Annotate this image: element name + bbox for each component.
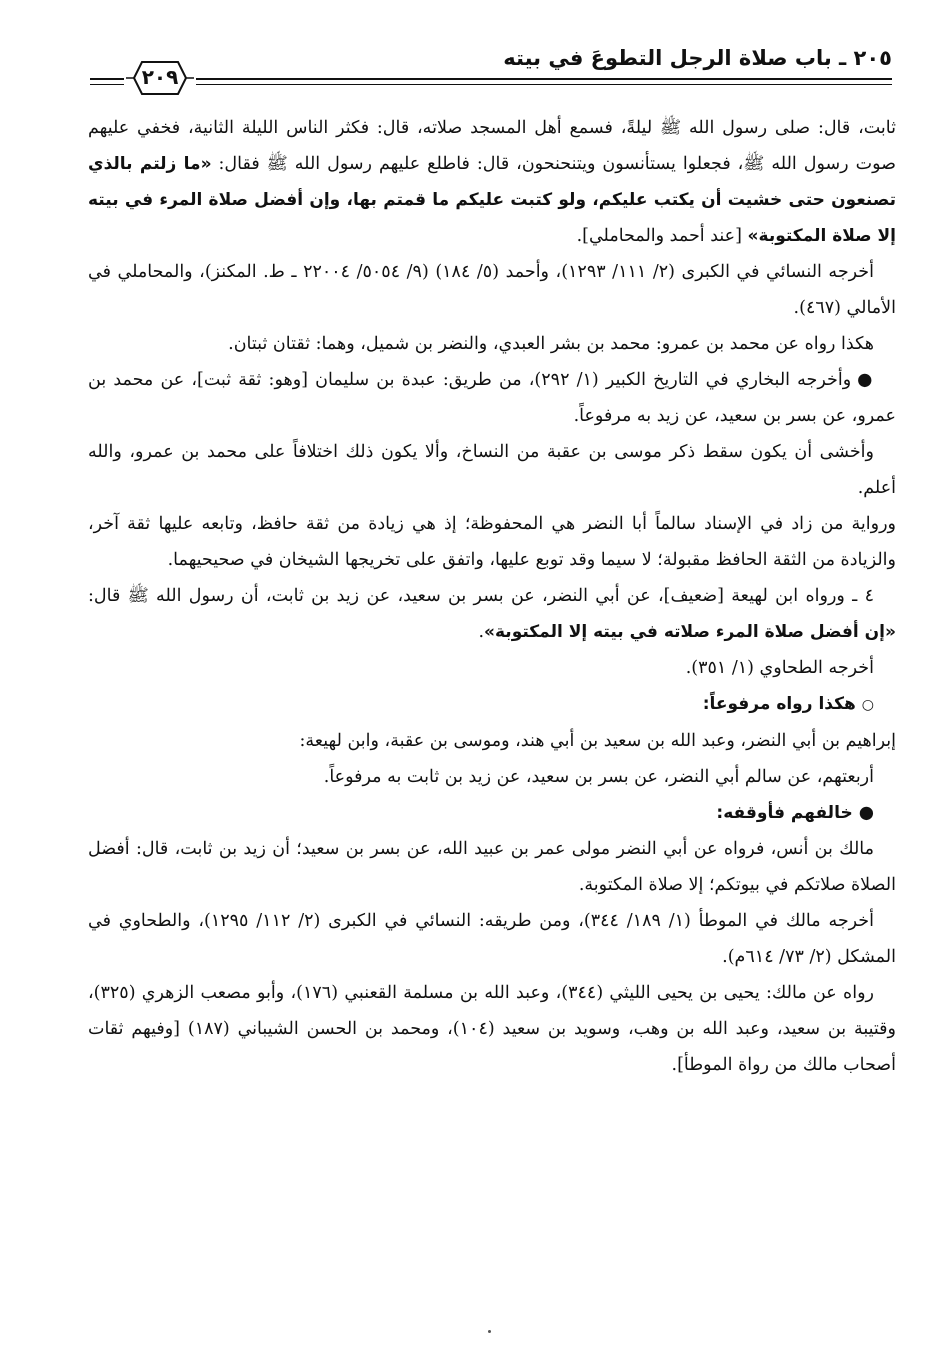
paragraph-p14 bbox=[88, 903, 896, 975]
dot-bullet-icon: ● bbox=[857, 370, 874, 390]
text-run: أربعتهم، عن سالم أبي النضر، عن بسر بن سعيد، عن زيد بن ثابت به مرفوعاً. bbox=[323, 767, 874, 787]
bold-text: «ما زلتم بالذي تصنعون حتى خشيت أن يكتب عليكم، ولو كتبت عليكم ما قمتم بها، وإن أفضل صلاة المرء في بيته إلا صلاة المكتوبة» bbox=[88, 154, 896, 246]
bold-text: خالفهم فأوقفه: bbox=[716, 803, 853, 823]
circle-bullet-icon: ○ bbox=[861, 697, 874, 713]
paragraph-p5 bbox=[88, 434, 896, 506]
header-rule bbox=[90, 78, 892, 80]
text-run: [عند أحمد والمحاملي]. bbox=[576, 226, 748, 246]
paragraph-p11 bbox=[88, 759, 896, 795]
text-run: أخرجه النسائي في الكبرى (٢/ ١١١/ ١٢٩٣)، وأحمد (٥/ ١٨٤) (٩/ ٥٠٥٤/ ٢٢٠٠٤ ـ ط. المكنز)، والمحاملي في الأمالي (٤٦٧). bbox=[88, 262, 896, 318]
paragraph-p4 bbox=[88, 362, 896, 434]
header-rule-thin bbox=[90, 84, 892, 85]
paragraph-p12 bbox=[88, 795, 896, 831]
text-run: أخرجه مالك في الموطأ (١/ ١٨٩/ ٣٤٤)، ومن طريقه: النسائي في الكبرى (٢/ ١١٢/ ١٢٩٥)، والطحاوي في المشكل (٢/ ٧٣/ ٦١٤م). bbox=[88, 911, 896, 967]
paragraph-p13 bbox=[88, 831, 896, 903]
text-run: ٤ ـ ورواه ابن لهيعة [ضعيف]، عن أبي النضر، عن بسر بن سعيد، عن زيد بن ثابت، أن رسول الله ﷺ قال: bbox=[88, 586, 874, 606]
paragraph-p7 bbox=[88, 578, 896, 650]
text-run: . bbox=[478, 622, 485, 642]
running-title: ٢٠٥ ـ باب صلاة الرجل التطوعَ في بيته bbox=[503, 46, 892, 70]
text-run: أخرجه الطحاوي (١/ ٣٥١). bbox=[685, 658, 874, 678]
bold-text: هكذا رواه مرفوعاً: bbox=[702, 694, 856, 714]
page-dot bbox=[488, 1330, 491, 1333]
page-number: ٢٠٩ bbox=[141, 65, 179, 89]
paragraph-p9 bbox=[88, 686, 896, 723]
text-run: هكذا رواه عن محمد بن عمرو: محمد بن بشر العبدي، والنضر بن شميل، وهما: ثقتان ثبتان. bbox=[228, 334, 874, 354]
text-run: ثابت، قال: صلى رسول الله ﷺ ليلةً، فسمع أهل المسجد صلاته، قال: فكثر الناس الليلة الثانية، فخفي عليهم صوت رسول الله ﷺ، فجعلوا يستأنسون ويتنحنحون، قال: فاطلع عليهم رسول الله ﷺ فقال: bbox=[88, 118, 896, 174]
text-run: إبراهيم بن أبي النضر، وعبد الله بن سعيد بن أبي هند، وموسى بن عقبة، وابن لهيعة: bbox=[299, 731, 896, 751]
text-run: مالك بن أنس، فرواه عن أبي النضر مولى عمر بن عبيد الله، عن بسر بن سعيد؛ أن زيد بن ثابت، قال: أفضل الصلاة صلاتكم في بيوتكم؛ إلا صلاة المكتوبة. bbox=[88, 839, 896, 895]
page-number-frame bbox=[124, 58, 196, 98]
body-text bbox=[88, 110, 896, 1083]
paragraph-p1 bbox=[88, 110, 896, 254]
text-run: وأخرجه البخاري في التاريخ الكبير (١/ ٢٩٢)، من طريق: عبدة بن سليمان [وهو: ثقة ثبت]، عن محمد بن عمرو، عن بسر بن سعيد، عن زيد به مرفوعاً. bbox=[88, 370, 896, 426]
page-header bbox=[90, 44, 892, 96]
dot-bullet-icon: ● bbox=[858, 803, 874, 823]
text-run: ورواية من زاد في الإسناد سالماً أبا النضر هي المحفوظة؛ إذ هي زيادة من ثقة حافظ، وتابعه عليها ثقة آخر، والزيادة من الثقة الحافظ مقبولة؛ لا سيما وقد توبع عليها، واتفق على تخريجها الشيخان في صحيحيهما. bbox=[88, 514, 896, 570]
paragraph-p10 bbox=[88, 723, 896, 759]
text-run: وأخشى أن يكون سقط ذكر موسى بن عقبة من النساخ، وألا يكون ذلك اختلافاً على محمد بن عمرو، والله أعلم. bbox=[88, 442, 896, 498]
paragraph-p3 bbox=[88, 326, 896, 362]
paragraph-p2 bbox=[88, 254, 896, 326]
text-run: رواه عن مالك: يحيى بن يحيى الليثي (٣٤٤)، وعبد الله بن مسلمة القعنبي (١٧٦)، وأبو مصعب الزهري (٣٢٥)، وقتيبة بن سعيد، وعبد الله بن وهب، وسويد بن سعيد (١٠٤)، ومحمد بن الحسن الشيباني (١٨٧) [وفيهم ثقات أصحاب مالك من رواة الموطأ]. bbox=[88, 983, 896, 1075]
paragraph-p6 bbox=[88, 506, 896, 578]
paragraph-p8 bbox=[88, 650, 896, 686]
paragraph-p15 bbox=[88, 975, 896, 1083]
bold-text: «إن أفضل صلاة المرء صلاته في بيته إلا المكتوبة» bbox=[484, 622, 896, 642]
